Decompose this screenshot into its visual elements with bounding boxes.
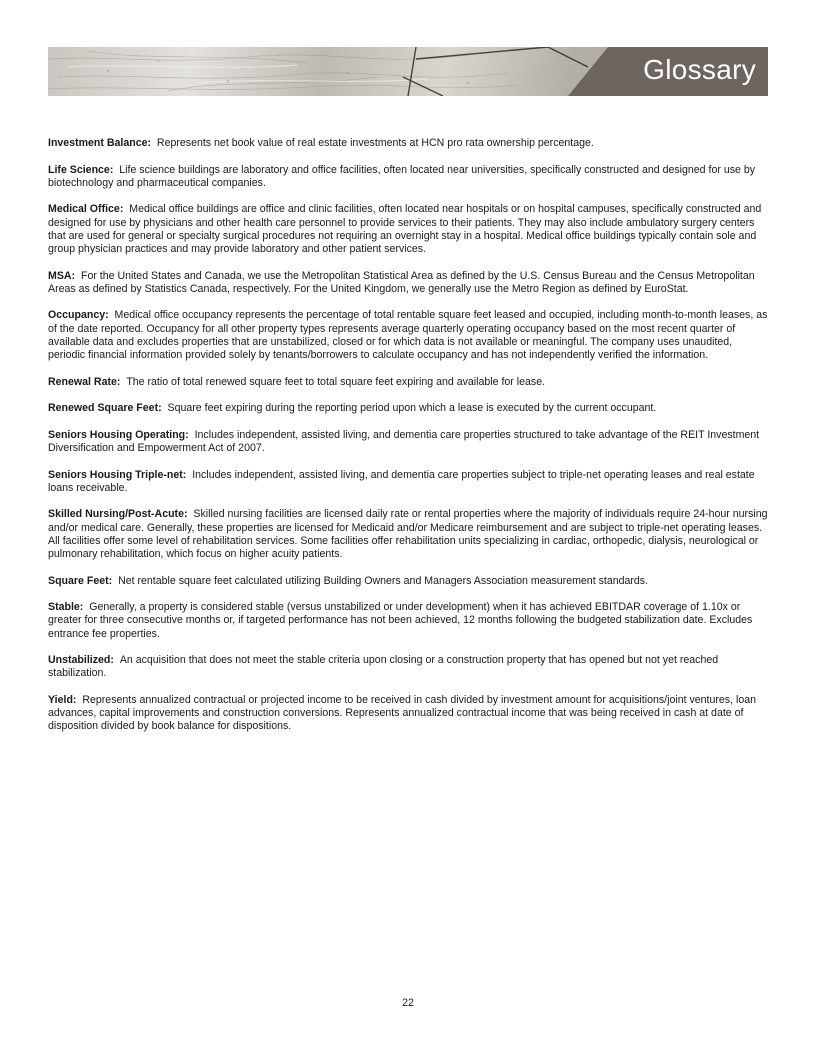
glossary-definition: An acquisition that does not meet the stable criteria upon closing or a construction property that has opened but not yet reached stabilization.: [48, 654, 719, 680]
glossary-term: Renewed Square Feet:: [48, 402, 162, 415]
page-number: 22: [402, 997, 414, 1009]
glossary-entry: [48, 575, 770, 588]
glossary-term: Occupancy:: [48, 309, 109, 322]
glossary-definition: Medical office buildings are office and clinic facilities, often located near hospitals or on hospital campuses, specifically constructed and designed for use by physicians and other health care personnel to provide services to their patients. They may also include ambulatory surgery centers that are used for general or specialty surgical procedures not requiring an overnight stay in a hospital. Medical office buildings typically contain sole and group physician practices and may provide laboratory and other patient services.: [48, 203, 762, 255]
glossary-entry: [48, 508, 770, 561]
glossary-definition: Square feet expiring during the reporting period upon which a lease is executed by the current occupant.: [167, 402, 657, 415]
glossary-term: MSA:: [48, 269, 76, 282]
glossary-entry: [48, 137, 770, 150]
glossary-list: [48, 137, 770, 747]
glossary-entry: [48, 203, 770, 256]
glossary-definition: Represents annualized contractual or projected income to be received in cash divided by investment amount for acquisitions/joint ventures, loan advances, capital improvements and construction conversions. Represents annualized contractual income that was being received in cash at date of disposition divided by book balance for dispositions.: [48, 693, 757, 733]
glossary-definition: Includes independent, assisted living, and dementia care properties structured to take advantage of the REIT Investment Diversification and Empowerment Act of 2007.: [48, 428, 760, 454]
glossary-term: Renewal Rate:: [48, 375, 121, 388]
glossary-entry: [48, 429, 770, 455]
glossary-definition: Includes independent, assisted living, and dementia care properties subject to triple-net operating leases and real estate loans receivable.: [48, 468, 755, 494]
glossary-entry: [48, 270, 770, 296]
glossary-term: Unstabilized:: [48, 654, 114, 667]
glossary-term: Stable:: [48, 601, 84, 614]
glossary-term: Medical Office:: [48, 203, 124, 216]
glossary-definition: Generally, a property is considered stable (versus unstabilized or under development) when it has achieved EBITDAR coverage of 1.10x or greater for three consecutive months or, if targeted performance has not been achieved, 12 months following the budgeted stabilization date. Excludes entrance fee properties.: [48, 601, 753, 640]
glossary-entry: [48, 654, 770, 680]
glossary-term: Skilled Nursing/Post-Acute:: [48, 508, 188, 521]
header-banner: [48, 47, 768, 96]
glossary-definition: Represents net book value of real estate investments at HCN pro rata ownership percentage.: [156, 137, 594, 149]
glossary-entry: [48, 309, 770, 362]
glossary-term: Square Feet:: [48, 574, 113, 587]
glossary-entry: [48, 164, 770, 190]
glossary-term: Seniors Housing Operating:: [48, 428, 189, 441]
glossary-term: Seniors Housing Triple-net:: [48, 468, 187, 481]
glossary-term: Investment Balance:: [48, 137, 152, 149]
glossary-definition: Life science buildings are laboratory and office facilities, often located near universities, specifically constructed and designed for use by biotechnology and pharmaceutical companies.: [48, 163, 756, 189]
glossary-definition: Skilled nursing facilities are licensed daily rate or rental properties where the majority of individuals require 24-hour nursing and/or medical care. Generally, these properties are licensed for Medicaid and/or Medicare reimbursement and are subject to triple-net operating leases. All facilities offer some level of rehabilitation services. Some facilities offer rehabilitation units specializing in cardiac, orthopedic, dialysis, neurological or pulmonary rehabilitation, which focus on higher acuity patients.: [48, 508, 768, 560]
glossary-entry: [48, 694, 770, 734]
glossary-entry: [48, 376, 770, 389]
glossary-entry: [48, 469, 770, 495]
glossary-term: Yield:: [48, 693, 77, 706]
glossary-definition: Net rentable square feet calculated utilizing Building Owners and Managers Association measurement standards.: [118, 574, 649, 587]
page-title: Glossary: [643, 54, 756, 85]
glossary-definition: The ratio of total renewed square feet to total square feet expiring and available for lease.: [126, 375, 546, 388]
glossary-definition: Medical office occupancy represents the percentage of total rentable square feet leased and occupied, including month-to-month leases, as of the date reported. Occupancy for all other property types represents average quarterly operating occupancy based on the most recent quarter of available data and excludes properties that are unstabilized, closed or for which data is not available or meaningful. The company uses unaudited, periodic financial information provided solely by tenants/borrowers to calculate occupancy and has not independently verified the information.: [48, 309, 768, 361]
glossary-entry: [48, 601, 770, 641]
glossary-entry: [48, 402, 770, 415]
glossary-definition: For the United States and Canada, we use the Metropolitan Statistical Area as defined by the U.S. Census Bureau and the Census Metropolitan Areas as defined by Statistics Canada, respectively. For the United Kingdom, we generally use the Metro Region as defined by EuroStat.: [48, 269, 755, 295]
glossary-term: Life Science:: [48, 163, 114, 176]
